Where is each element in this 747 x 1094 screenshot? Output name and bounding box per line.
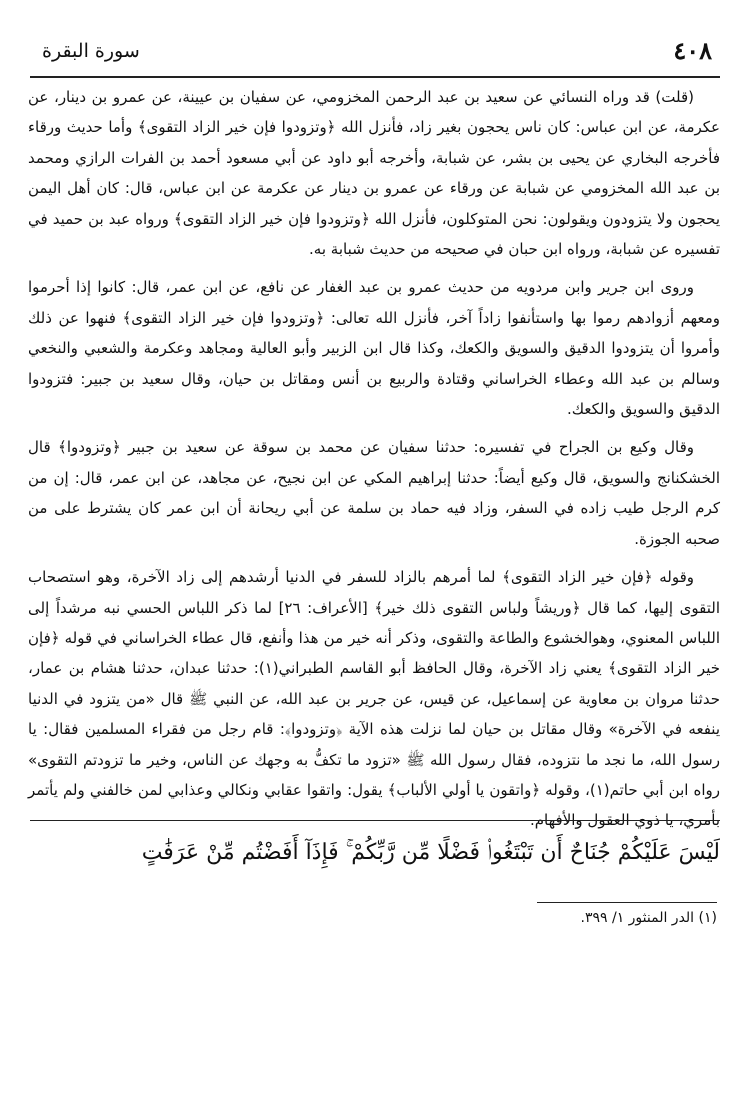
page-header	[30, 34, 720, 74]
surah-title: سورة البقرة	[42, 40, 140, 62]
paragraph-2: وروى ابن جرير وابن مردويه من حديث عمرو بن عبد الغفار عن نافع، عن ابن عمر، قال: كانوا إذا أحرموا ومعهم أزوادهم رموا بها واستأنفوا زاداً آخر، فأنزل الله تعالى: ﴿وتزودوا فإن خير الزاد التقوى﴾ فنهوا عن ذلك وأمروا أن يتزودوا الدقيق والسويق والكعك، وكذا قال ابن الزبير وأبو العالية ومجاهد وعكرمة والشعبي والنخعي وسالم بن عبد الله وعطاء الخراساني وقتادة والربيع بن أنس ومقاتل بن حيان، وقال سعيد بن جبير: فتزودوا الدقيق والسويق والكعك.	[28, 278, 720, 419]
paragraph-1: (قلت) قد وراه النسائي عن سعيد بن عبد الرحمن المخزومي، عن سفيان بن عيينة، عن عمرو بن دينار، عن عكرمة، عن ابن عباس: كان ناس يحجون بغير زاد، فأنزل الله ﴿وتزودوا فإن خير الزاد التقوى﴾ وأما حديث ورقاء فأخرجه البخاري عن يحيى بن بشر، عن شبابة، وأخرجه أبو داود عن أبي مسعود أحمد بن الفرات الرازي ومحمد بن عبد الله المخزومي عن شبابة عن ورقاء عن عمرو بن دينار عن عكرمة عن ابن عباس، قال: كان أهل اليمن يحجون ولا يتزودون ويقولون: نحن المتوكلون، فأنزل الله ﴿وتزودوا فإن خير الزاد التقوى﴾ ورواه عبد بن حميد في تفسيره عن شبابة، ورواه ابن حبان في صحيحه من حديث شبابة به.	[28, 88, 720, 259]
page-number: ٤٠٨	[673, 36, 712, 65]
commentary-text	[28, 82, 720, 836]
paragraph-3: وقال وكيع بن الجراح في تفسيره: حدثنا سفيان عن محمد بن سوقة عن سعيد بن جبير ﴿وتزودوا﴾ قال الخشكنانج والسويق، قال وكيع أيضاً: حدثنا إبراهيم المكي عن ابن نجيح، عن مجاهد، عن ابن عمر، قال: إن من كرم الرجل طيب زاده في السفر، وزاد فيه حماد بن سلمة عن أبي ريحانة أن ابن عمر كان يشترط على من صحبه الجوزة.	[28, 438, 720, 548]
quran-verse: لَيْسَ عَلَيْكُمْ جُنَاحٌ أَن تَبْتَغُوا۟ فَضْلًا مِّن رَّبِّكُمْ ۚ فَإِذَآ أَفَضْتُم مِّنْ عَرَفَٰتٍ	[141, 840, 720, 865]
verse-divider	[30, 820, 720, 821]
footnote: (١) الدر المنثور ١/ ٣٩٩.	[580, 910, 717, 926]
footnote-divider	[537, 902, 717, 903]
header-divider	[30, 76, 720, 78]
paragraph-4: وقوله ﴿فإن خير الزاد التقوى﴾ لما أمرهم بالزاد للسفر في الدنيا أرشدهم إلى زاد الآخرة، وهو استصحاب التقوى إليها، كما قال ﴿وريشاً ولباس التقوى ذلك خير﴾ [الأعراف: ٢٦] لما ذكر اللباس الحسي نبه مرشداً إلى اللباس المعنوي، وهوالخشوع والطاعة والتقوى، وذكر أنه خير من هذا وأنفع، قال عطاء الخراساني في قوله ﴿فإن خير الزاد التقوى﴾ يعني زاد الآخرة، وقال الحافظ أبو القاسم الطبراني(١): حدثنا عبدان، حدثنا هشام بن عمار، حدثنا مروان بن معاوية عن إسماعيل، عن قيس، عن جرير بن عبد الله، عن النبي ﷺ قال «من يتزود في الدنيا ينفعه في الآخرة» وقال مقاتل بن حيان لما نزلت هذه الآية ﴿وتزودوا﴾: قام رجل من فقراء المسلمين فقال: يا رسول الله، ما نجد ما نتزوده، فقال رسول الله ﷺ «تزود ما تكفُّ به وجهك عن الناس، وخير ما تزودتم التقوى» رواه ابن أبي حاتم(١)، وقوله ﴿واتقون يا أولي الألباب﴾ يقول: واتقوا عقابي ونكالي وعذابي لمن خالفني ولم يأتمر بأمري، يا ذوي العقول والأفهام.	[28, 568, 720, 830]
